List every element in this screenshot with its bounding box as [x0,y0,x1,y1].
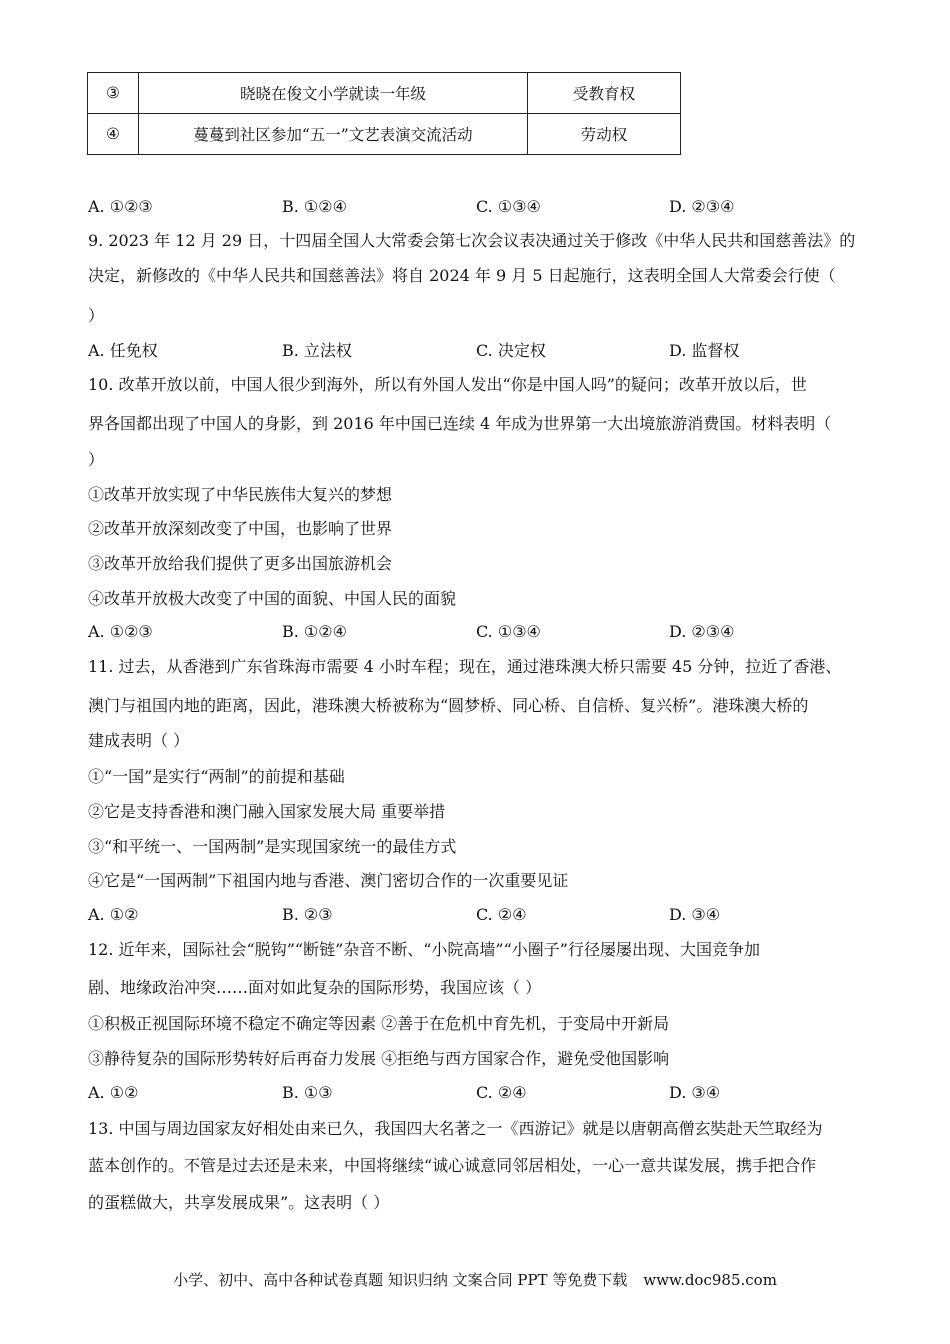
q9-stem-line: 决定，新修改的《中华人民共和国慈善法》将自 2024 年 9 月 5 日起施行，这表明全国人大常委会行使（ [88,266,836,285]
option-b[interactable]: B. ①②④ [282,197,347,216]
option-c[interactable]: C. ①③④ [476,622,541,641]
option-a[interactable]: A. ①② [88,1083,139,1102]
table-row [88,73,681,114]
q9-stem-line: ） [88,306,105,325]
q13-stem-line: 蓝本创作的。不管是过去还是未来，中国将继续“诚心诚意同邻居相处，一心一意共谋发展，携手把合作 [88,1156,817,1175]
option-d[interactable]: D. 监督权 [669,341,740,360]
q9-options [88,341,868,361]
q12-stem-line: 剧、地缘政治冲突……面对如此复杂的国际形势，我国应该（ ） [88,978,542,997]
option-c[interactable]: C. ②④ [476,905,527,924]
option-d[interactable]: D. ②③④ [669,197,735,216]
table-cell-right: 受教育权 [528,73,681,114]
option-b[interactable]: B. 立法权 [282,341,352,360]
footer-text: 小学、初中、高中各种试卷真题 知识归纳 文案合同 PPT 等免费下载 [173,1271,628,1289]
q11-statement: ②它是支持香港和澳门融入国家发展大局 重要举措 [88,802,446,821]
option-a[interactable]: A. ①②③ [88,197,153,216]
q12-stem-line: 12. 近年来，国际社会“脱钩”“断链”杂音不断、“小院高墙”“小圈子”行径屡屡出现、大国竞争加 [88,940,760,959]
q11-statement: ③“和平统一、一国两制”是实现国家统一的最佳方式 [88,837,457,856]
table-cell-description: 晓晓在俊文小学就读一年级 [139,73,528,114]
page-footer [0,1270,950,1290]
option-c[interactable]: C. ②④ [476,1083,527,1102]
table-cell-number: ④ [88,114,139,155]
option-d[interactable]: D. ③④ [669,905,721,924]
q10-statement: ③改革开放给我们提供了更多出国旅游机会 [88,554,393,573]
q9-stem-line: 9. 2023 年 12 月 29 日，十四届全国人大常委会第七次会议表决通过关于修改《中华人民共和国慈善法》的 [88,231,856,250]
option-c[interactable]: C. ①③④ [476,197,541,216]
table-row [88,114,681,155]
q10-stem-line: ） [88,450,105,469]
q12-statement: ①积极正视国际环境不稳定不确定等因素 ②善于在危机中育先机，于变局中开新局 [88,1014,670,1033]
q10-stem-line: 10. 改革开放以前，中国人很少到海外，所以有外国人发出“你是中国人吗”的疑问；改革开放以后，世 [88,375,807,394]
q8-options [88,197,868,217]
q10-stem-line: 界各国都出现了中国人的身影，到 2016 年中国已连续 4 年成为世界第一大出境旅游消费国。材料表明（ [88,414,832,433]
q11-statement: ④它是“一国两制”下祖国内地与香港、澳门密切合作的一次重要见证 [88,871,569,890]
q10-statement: ④改革开放极大改变了中国的面貌、中国人民的面貌 [88,589,457,608]
q11-stem-line: 11. 过去，从香港到广东省珠海市需要 4 小时车程；现在，通过港珠澳大桥只需要 45 分钟，拉近了香港、 [88,657,842,676]
option-b[interactable]: B. ①②④ [282,622,347,641]
option-d[interactable]: D. ②③④ [669,622,735,641]
q13-stem-line: 13. 中国与周边国家友好相处由来已久，我国四大名著之一《西游记》就是以唐朝高僧玄奘赴天竺取经为 [88,1119,823,1138]
q11-stem-line: 建成表明（ ） [88,731,190,750]
option-a[interactable]: A. ①② [88,905,139,924]
table-cell-description: 蔓蔓到社区参加“五一”文艺表演交流活动 [139,114,528,155]
q11-stem-line: 澳门与祖国内地的距离，因此，港珠澳大桥被称为“圆梦桥、同心桥、自信桥、复兴桥”。港珠澳大桥的 [88,696,809,715]
footer-link[interactable]: www.doc985.com [643,1271,777,1289]
option-a[interactable]: A. ①②③ [88,622,153,641]
q12-statement: ③静待复杂的国际形势转好后再奋力发展 ④拒绝与西方国家合作，避免受他国影响 [88,1049,670,1068]
rights-table [87,72,681,155]
option-b[interactable]: B. ①③ [282,1083,333,1102]
option-d[interactable]: D. ③④ [669,1083,721,1102]
option-c[interactable]: C. 决定权 [476,341,546,360]
table-cell-number: ③ [88,73,139,114]
q11-statement: ①“一国”是实行“两制”的前提和基础 [88,767,345,786]
q13-stem-line: 的蛋糕做大，共享发展成果”。这表明（ ） [88,1193,390,1212]
q12-options [88,1083,868,1103]
q11-options [88,905,868,925]
table-cell-right: 劳动权 [528,114,681,155]
q10-statement: ①改革开放实现了中华民族伟大复兴的梦想 [88,485,393,504]
option-b[interactable]: B. ②③ [282,905,333,924]
q10-statement: ②改革开放深刻改变了中国，也影响了世界 [88,519,393,538]
option-a[interactable]: A. 任免权 [88,341,158,360]
q10-options [88,622,868,642]
